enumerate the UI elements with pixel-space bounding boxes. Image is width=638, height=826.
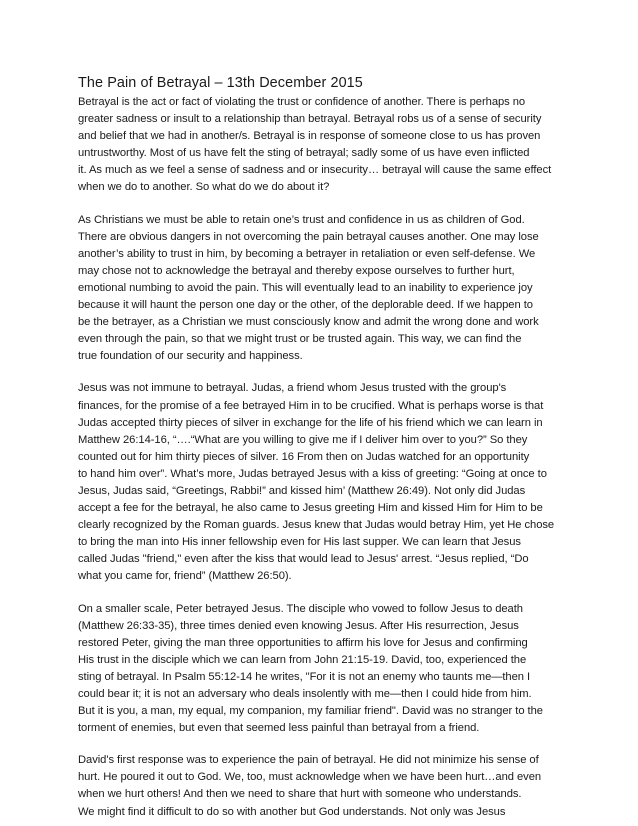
- paragraph-jesus-judas: [78, 380, 556, 585]
- text-line: to hand him over”. What’s more, Judas betrayed Jesus with a kiss of greeting: “Going at once to: [78, 467, 547, 480]
- text-line: But it is you, a man, my equal, my companion, my familiar friend". David was no stranger to the: [78, 705, 543, 718]
- text-line: accept a fee for the betrayal, he also came to Jesus greeting Him and kissed Him for Him to be: [78, 502, 543, 515]
- text-line: untrustworthy. Most of us have felt the sting of betrayal; sadly some of us have even inflicted: [78, 147, 530, 160]
- text-line: (Matthew 26:33-35), three times denied even knowing Jesus. After His resurrection, Jesus: [78, 619, 519, 632]
- text-line: when we do to another. So what do we do about it?: [78, 181, 330, 194]
- text-line: called Judas "friend," even after the kiss that would lead to Jesus' arrest. “Jesus replied, “Do: [78, 553, 529, 566]
- text-line: On a smaller scale, Peter betrayed Jesus. The disciple who vowed to follow Jesus to death: [78, 602, 523, 615]
- text-line: Judas accepted thirty pieces of silver in exchange for the life of his friend which we can learn in: [78, 416, 543, 429]
- text-line: when we hurt others! And then we need to share that hurt with someone who understands.: [78, 788, 522, 801]
- text-line: Jesus, Judas said, “Greetings, Rabbi!” and kissed him’ (Matthew 26:49). Not only did Judas: [78, 484, 526, 497]
- text-line: even through the pain, so that we might trust or be trusted again. This way, we can find the: [78, 333, 522, 346]
- text-line: true foundation of our security and happiness.: [78, 350, 303, 363]
- text-line: Matthew 26:14-16, “….“What are you willing to give me if I deliver him over to you?” So they: [78, 433, 528, 446]
- text-line: because it will haunt the person one day or the other, of the deplorable deed. If we happen to: [78, 299, 533, 312]
- text-line: His trust in the disciple which we can learn from John 21:15-19. David, too, experienced the: [78, 653, 527, 666]
- text-line: greater sadness or insult to a relationship than betrayal. Betrayal robs us of a sense of security: [78, 113, 542, 126]
- text-line: counted out for him thirty pieces of silver. 16 From then on Judas watched for an opportunity: [78, 450, 530, 463]
- text-line: restored Peter, giving the man three opportunities to affirm his love for Jesus and confirming: [78, 636, 528, 649]
- text-line: sting of betrayal. In Psalm 55:12-14 he writes, "For it is not an enemy who taunts me—then I: [78, 670, 531, 683]
- text-line: clearly recognized by the Roman guards. Jesus knew that Judas would betray Him, yet He chose: [78, 519, 555, 532]
- text-line: Betrayal is the act or fact of violating the trust or confidence of another. There is perhaps no: [78, 96, 526, 108]
- paragraph-peter-david: [78, 601, 556, 738]
- text-line: could bear it; it is not an adversary who deals insolently with me—then I could hide from him.: [78, 688, 532, 700]
- text-line: emotional numbing to avoid the pain. This will eventually lead to an inability to experience joy: [78, 281, 533, 294]
- text-line: may chose not to acknowledge the betrayal and thereby expose ourselves to further hurt,: [78, 264, 515, 277]
- text-line: Jesus was not immune to betrayal. Judas, a friend whom Jesus trusted with the group's: [78, 382, 507, 395]
- paragraph-david-response: [78, 752, 556, 820]
- text-line: and belief that we had in another/s. Betrayal is in response of someone close to us has proven: [78, 130, 541, 143]
- text-line: We might find it difficult to do so with another but God understands. Not only was Jesus: [78, 805, 506, 818]
- text-line: finances, for the promise of a fee betrayed Him in to be crucified. What is perhaps worse is that: [78, 399, 544, 412]
- text-line: it. As much as we feel a sense of sadness and or insecurity… betrayal will cause the same effect: [78, 164, 552, 177]
- document-body: [78, 74, 556, 826]
- text-line: torment of enemies, but even that seemed less painful than betrayal from a friend.: [78, 722, 480, 735]
- text-line: be the betrayer, as a Christian we must consciously know and admit the wrong done and work: [78, 316, 539, 329]
- paragraph-definition: [78, 94, 556, 197]
- text-line: David's first response was to experience the pain of betrayal. He did not minimize his sense of: [78, 754, 539, 767]
- text-line: hurt. He poured it out to God. We, too, must acknowledge when we have been hurt…and even: [78, 771, 542, 784]
- text-line: what you came for, friend” (Matthew 26:50).: [78, 570, 292, 583]
- paragraph-christians: [78, 212, 556, 366]
- text-line: to bring the man into His inner fellowship even for His last supper. We can learn that Jesus: [78, 536, 521, 549]
- document-title: The Pain of Betrayal – 13th December 2015: [78, 75, 363, 91]
- text-line: There are obvious dangers in not overcoming the pain betrayal causes another. One may lose: [78, 230, 539, 243]
- text-line: another’s ability to trust in him, by becoming a betrayer in retaliation or even self-defense. We: [78, 247, 536, 260]
- text-line: As Christians we must be able to retain one’s trust and confidence in us as children of God.: [78, 213, 525, 226]
